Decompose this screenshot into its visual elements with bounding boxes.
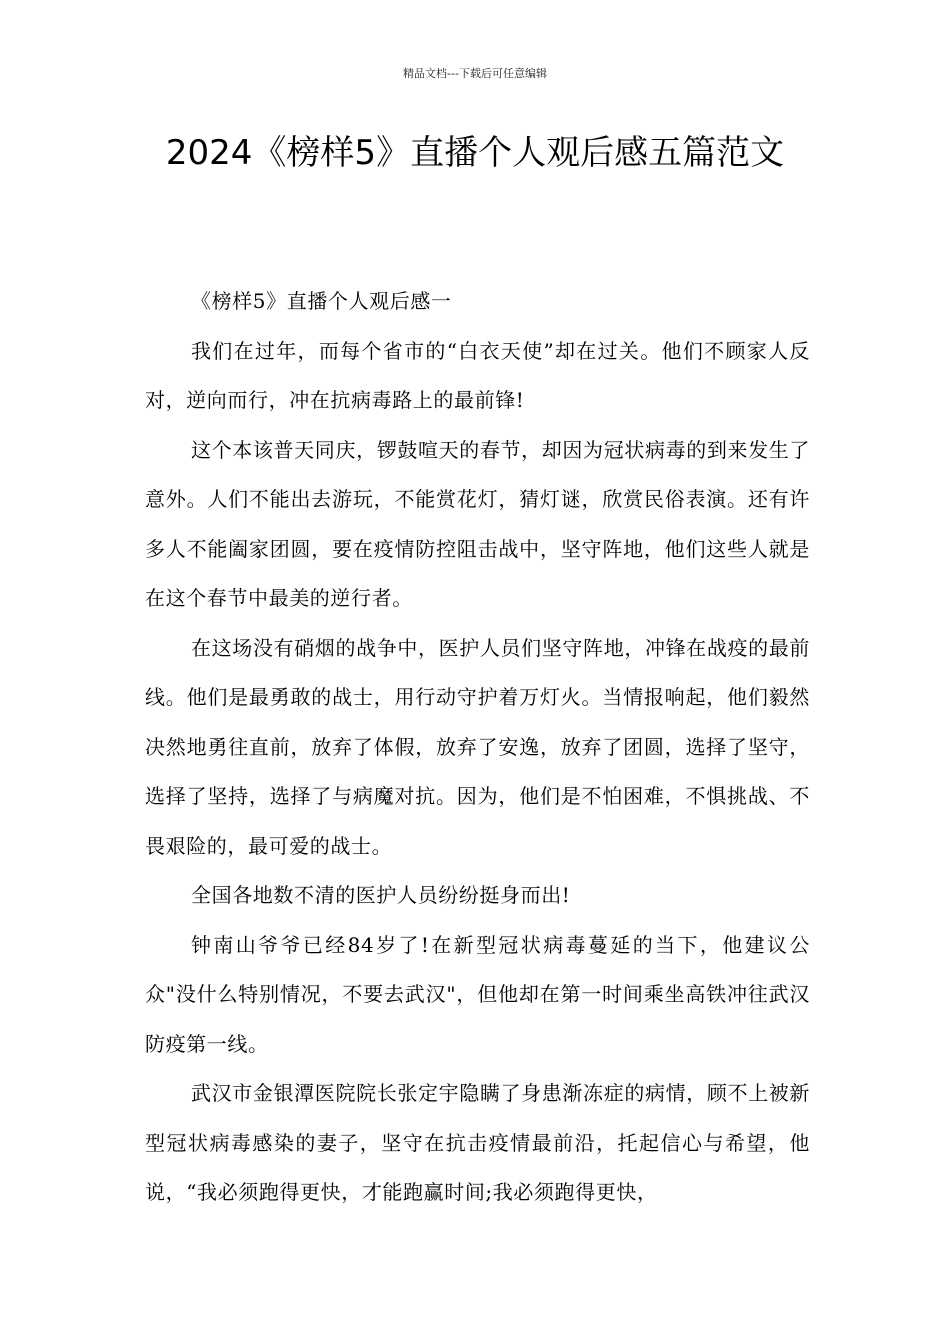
- paragraph: 这个本该普天同庆，锣鼓喧天的春节，却因为冠状病毒的到来发生了意外。人们不能出去游玩，不能赏花灯，猜灯谜，欣赏民俗表演。还有许多人不能阖家团圆，要在疫情防控阻击战中，坚守阵地，他们这些人就是在这个春节中最美的逆行者。: [145, 437, 810, 610]
- document-title: 2024《榜样5》直播个人观后感五篇范文: [165, 133, 785, 173]
- section-heading: 《榜样5》直播个人观后感一: [191, 289, 452, 313]
- document-header: 精品文档---下载后可任意编辑: [403, 67, 547, 80]
- paragraph: 武汉市金银潭医院院长张定宇隐瞒了身患渐冻症的病情，顾不上被新型冠状病毒感染的妻子，坚守在抗击疫情最前沿，托起信心与希望，他说，“我必须跑得更快，才能跑赢时间;我必须跑得更快，: [145, 1081, 810, 1204]
- paragraph: 钟南山爷爷已经84岁了!在新型冠状病毒蔓延的当下，他建议公众"没什么特别情况，不要去武汉"，但他却在第一时间乘坐高铁冲往武汉防疫第一线。: [145, 932, 810, 1056]
- paragraph: 在这场没有硝烟的战争中，医护人员们坚守阵地，冲锋在战疫的最前线。他们是最勇敢的战士，用行动守护着万灯火。当情报响起，他们毅然决然地勇往直前，放弃了体假，放弃了安逸，放弃了团圆，选择了坚守，选择了坚持，选择了与病魔对抗。因为，他们是不怕困难，不惧挑战、不畏艰险的，最可爱的战士。: [145, 635, 810, 858]
- document-body: [145, 277, 810, 1218]
- paragraph: 我们在过年，而每个省市的“白衣天使”却在过关。他们不顾家人反对，逆向而行，冲在抗病毒路上的最前锋!: [145, 338, 810, 412]
- paragraph: 全国各地数不清的医护人员纷纷挺身而出!: [191, 883, 571, 907]
